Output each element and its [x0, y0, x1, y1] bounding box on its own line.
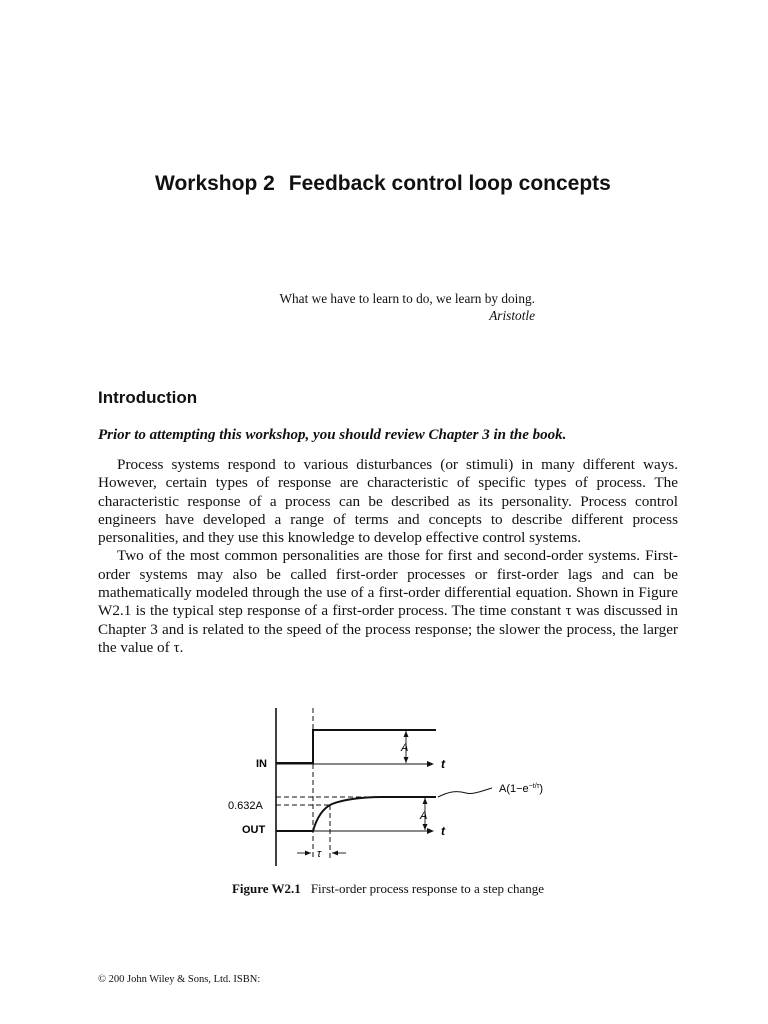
in-amplitude-label: A	[401, 742, 409, 754]
workshop-title: Feedback control loop concepts	[288, 172, 611, 195]
formula-end: )	[539, 783, 544, 795]
in-time-label: t	[441, 757, 445, 771]
page-title	[155, 172, 715, 196]
formula-leader	[438, 788, 492, 797]
epigraph-author: Aristotle	[489, 308, 535, 323]
tau-label: τ	[317, 848, 322, 860]
paragraph: Process systems respond to various disturbances (or stimuli) in many different ways. However, certain types of response are characteristic of specific types of process. The characteristic response of a process can be described as its personality. Process control engineers have developed a range of terms and concepts to describe different process personalities, and they use this knowledge to develop effective control systems.	[98, 456, 678, 547]
epigraph-quote: What we have to learn to do, we learn by doing.	[279, 291, 535, 306]
body-text	[98, 456, 678, 657]
copyright-footer: © 200 John Wiley & Sons, Ltd. ISBN:	[98, 974, 261, 985]
input-step-signal	[276, 730, 436, 763]
formula-main: A(1−e	[499, 783, 529, 795]
figure-number: Figure W2.1	[231, 881, 301, 896]
lead-sentence: Prior to attempting this workshop, you should review Chapter 3 in the book.	[98, 427, 567, 443]
epigraph	[200, 290, 535, 324]
step-response-figure	[220, 700, 560, 870]
level-label: 0.632A	[228, 800, 263, 812]
response-formula	[499, 783, 543, 795]
out-time-label: t	[441, 824, 445, 838]
figure-caption-text: First-order process response to a step change	[310, 881, 545, 896]
workshop-number: Workshop 2	[155, 172, 275, 195]
out-label: OUT	[242, 824, 266, 836]
figure-caption	[98, 881, 678, 897]
section-heading: Introduction	[98, 388, 198, 407]
output-response-curve	[276, 797, 436, 831]
in-label: IN	[256, 758, 267, 770]
out-amplitude-label: A	[420, 810, 428, 822]
paragraph: Two of the most common personalities are those for first and second-order systems. First-order systems may also be called first-order processes or first-order lags and can be mathematically modeled through the use of a first-order differential equation. Shown in Figure W2.1 is the typical step response of a first-order process. The time constant τ was discussed in Chapter 3 and is related to the speed of the process response; the slower the process, the larger the value of τ.	[98, 547, 678, 656]
formula-exponent: −t/τ	[528, 783, 540, 790]
